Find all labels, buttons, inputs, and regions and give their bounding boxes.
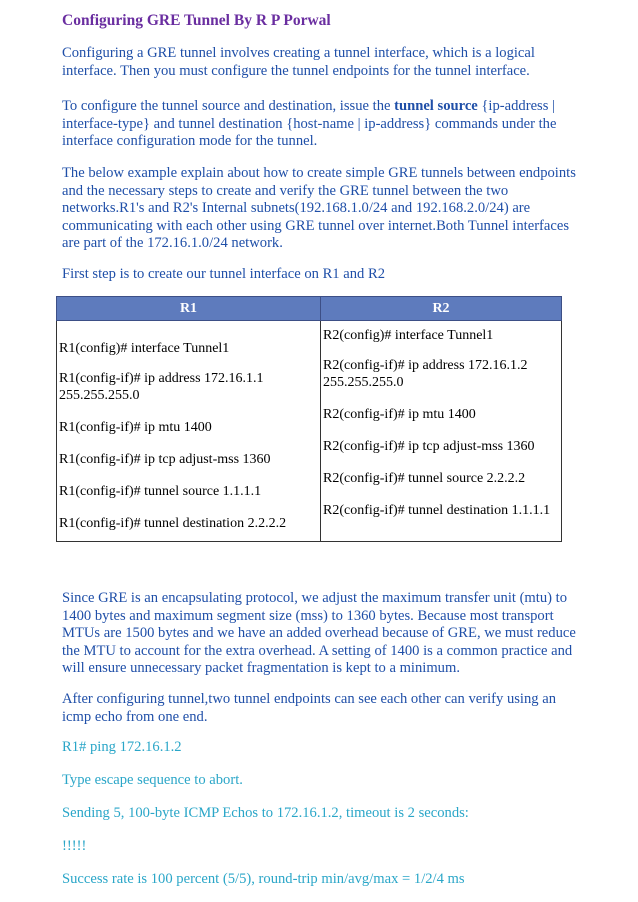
r2-config-line: R2(config-if)# tunnel source 2.2.2.2 bbox=[323, 471, 526, 486]
document-title: Configuring GRE Tunnel By R P Porwal bbox=[62, 12, 331, 29]
verify-paragraph: After configuring tunnel,two tunnel endpoints can see each other can verify using an icmp echo from one end. bbox=[62, 691, 556, 725]
r1-config-line: R1(config)# interface Tunnel1 bbox=[59, 341, 230, 356]
tunnel-config-text-start: To configure the tunnel source and destination, issue the bbox=[62, 98, 395, 114]
r1-config-line: R1(config-if)# tunnel source 1.1.1.1 bbox=[59, 484, 262, 499]
tunnel-config-paragraph bbox=[62, 98, 582, 151]
r2-config-line: R2(config-if)# ip mtu 1400 bbox=[323, 407, 476, 422]
r2-config-column bbox=[321, 321, 562, 542]
router-config-table bbox=[56, 296, 562, 542]
r2-config-line: R2(config-if)# tunnel destination 1.1.1.1 bbox=[323, 503, 551, 518]
r1-config-line: R1(config-if)# ip tcp adjust-mss 1360 bbox=[59, 452, 271, 467]
tunnel-source-keyword: tunnel source bbox=[394, 98, 478, 114]
table-header-r2: R2 bbox=[321, 297, 562, 321]
r1-config-line: R1(config-if)# tunnel destination 2.2.2.2 bbox=[59, 516, 287, 531]
r2-config-line: R2(config-if)# ip address 172.16.1.2 255.255.255.0 bbox=[323, 358, 528, 390]
ping-output-line: !!!!! bbox=[62, 838, 87, 854]
first-step-paragraph: First step is to create our tunnel interface on R1 and R2 bbox=[62, 266, 386, 282]
table-header-r1: R1 bbox=[57, 297, 321, 321]
ping-command-line: R1# ping 172.16.1.2 bbox=[62, 739, 182, 755]
r1-config-line: R1(config-if)# ip mtu 1400 bbox=[59, 420, 212, 435]
r1-config-column bbox=[57, 321, 321, 542]
ping-output-line: Type escape sequence to abort. bbox=[62, 772, 243, 788]
intro-paragraph: Configuring a GRE tunnel involves creating a tunnel interface, which is a logical interface. Then you must configure the tunnel endpoints for the tunnel interface. bbox=[62, 45, 535, 79]
mtu-explanation-paragraph: Since GRE is an encapsulating protocol, we adjust the maximum transfer unit (mtu) to 1400 bytes and maximum segment size (mss) to 1360 bytes. Because most transport MTUs are 1500 bytes and we have an added overhead because of GRE, we must reduce the MTU to account for the extra overhead. A setting of 1400 is a common practice and will ensure unnecessary packet fragmentation is kept to a minimum. bbox=[62, 590, 576, 677]
tunnel-config-text-end: {ip-address | interface-type} and tunnel destination {host-name | ip-address} commands under the interface configuration mode for the tunnel. bbox=[62, 98, 557, 150]
example-paragraph: The below example explain about how to create simple GRE tunnels between endpoints and the necessary steps to create and verify the GRE tunnel between the two networks.R1's and R2's Internal subnets(192.168.1.0/24 and 192.168.2.0/24) are communicating with each other using GRE tunnel over internet.Both Tunnel interfaces are part of the 172.16.1.0/24 network. bbox=[62, 165, 576, 252]
ping-result-line: Success rate is 100 percent (5/5), round-trip min/avg/max = 1/2/4 ms bbox=[62, 871, 465, 887]
r2-config-line: R2(config-if)# ip tcp adjust-mss 1360 bbox=[323, 439, 535, 454]
r1-config-line: R1(config-if)# ip address 172.16.1.1 255.255.255.0 bbox=[59, 371, 264, 403]
r2-config-line: R2(config)# interface Tunnel1 bbox=[323, 328, 494, 343]
ping-output-line: Sending 5, 100-byte ICMP Echos to 172.16.1.2, timeout is 2 seconds: bbox=[62, 805, 469, 821]
